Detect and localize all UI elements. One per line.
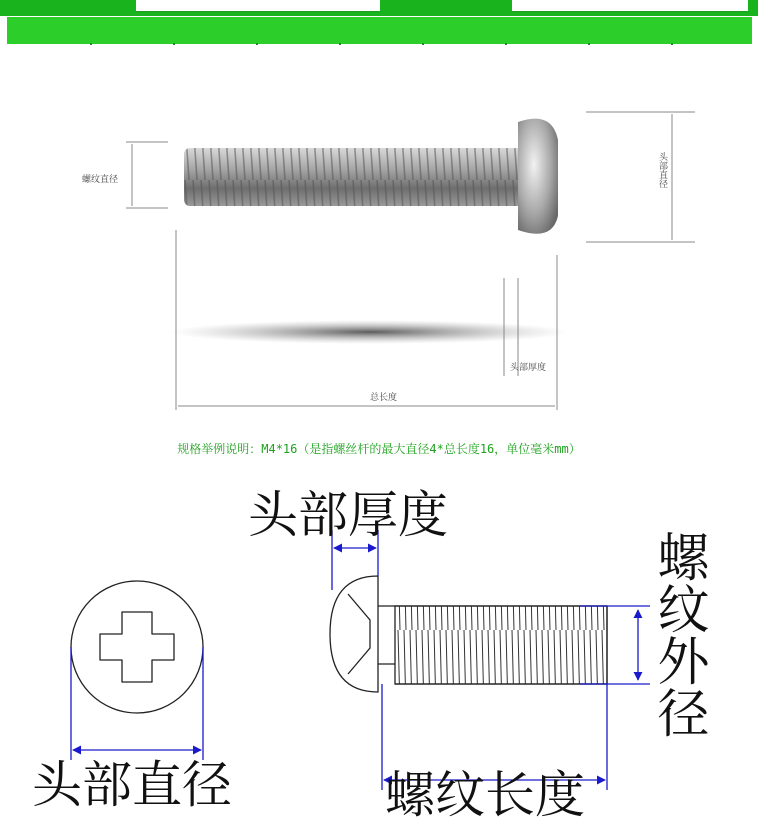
photo-total-length-label: 总长度 bbox=[370, 393, 398, 403]
head-top-view bbox=[71, 581, 203, 713]
screw-technical-drawing bbox=[0, 470, 758, 824]
drawing-thread-length-label: 螺纹长度 bbox=[385, 766, 585, 824]
header-cell-right bbox=[512, 0, 748, 12]
header-cell-left bbox=[136, 0, 380, 12]
spec-example-caption: 规格举例说明：M4*16（是指螺丝杆的最大直径4*总长度16，单位毫米mm） bbox=[177, 442, 581, 456]
photo-thread-diameter-label: 螺纹直径 bbox=[82, 175, 119, 185]
green-banner bbox=[7, 17, 752, 44]
screw-shadow bbox=[170, 320, 570, 344]
drawing-head-diameter-label: 头部直径 bbox=[32, 756, 232, 814]
top-header-strip bbox=[0, 0, 758, 16]
screw-side-view bbox=[330, 576, 607, 692]
screw-photo bbox=[0, 60, 758, 420]
screw-photo-illustration bbox=[0, 60, 758, 420]
drawing-head-thickness-label: 头部厚度 bbox=[248, 486, 448, 544]
drawing-thread-outer-diameter-label: 螺纹外径 bbox=[648, 530, 708, 738]
photo-head-thickness-label: 头部厚度 bbox=[510, 363, 547, 373]
screw-head bbox=[518, 119, 558, 234]
photo-head-diameter-label: 头部直径 bbox=[657, 152, 667, 188]
